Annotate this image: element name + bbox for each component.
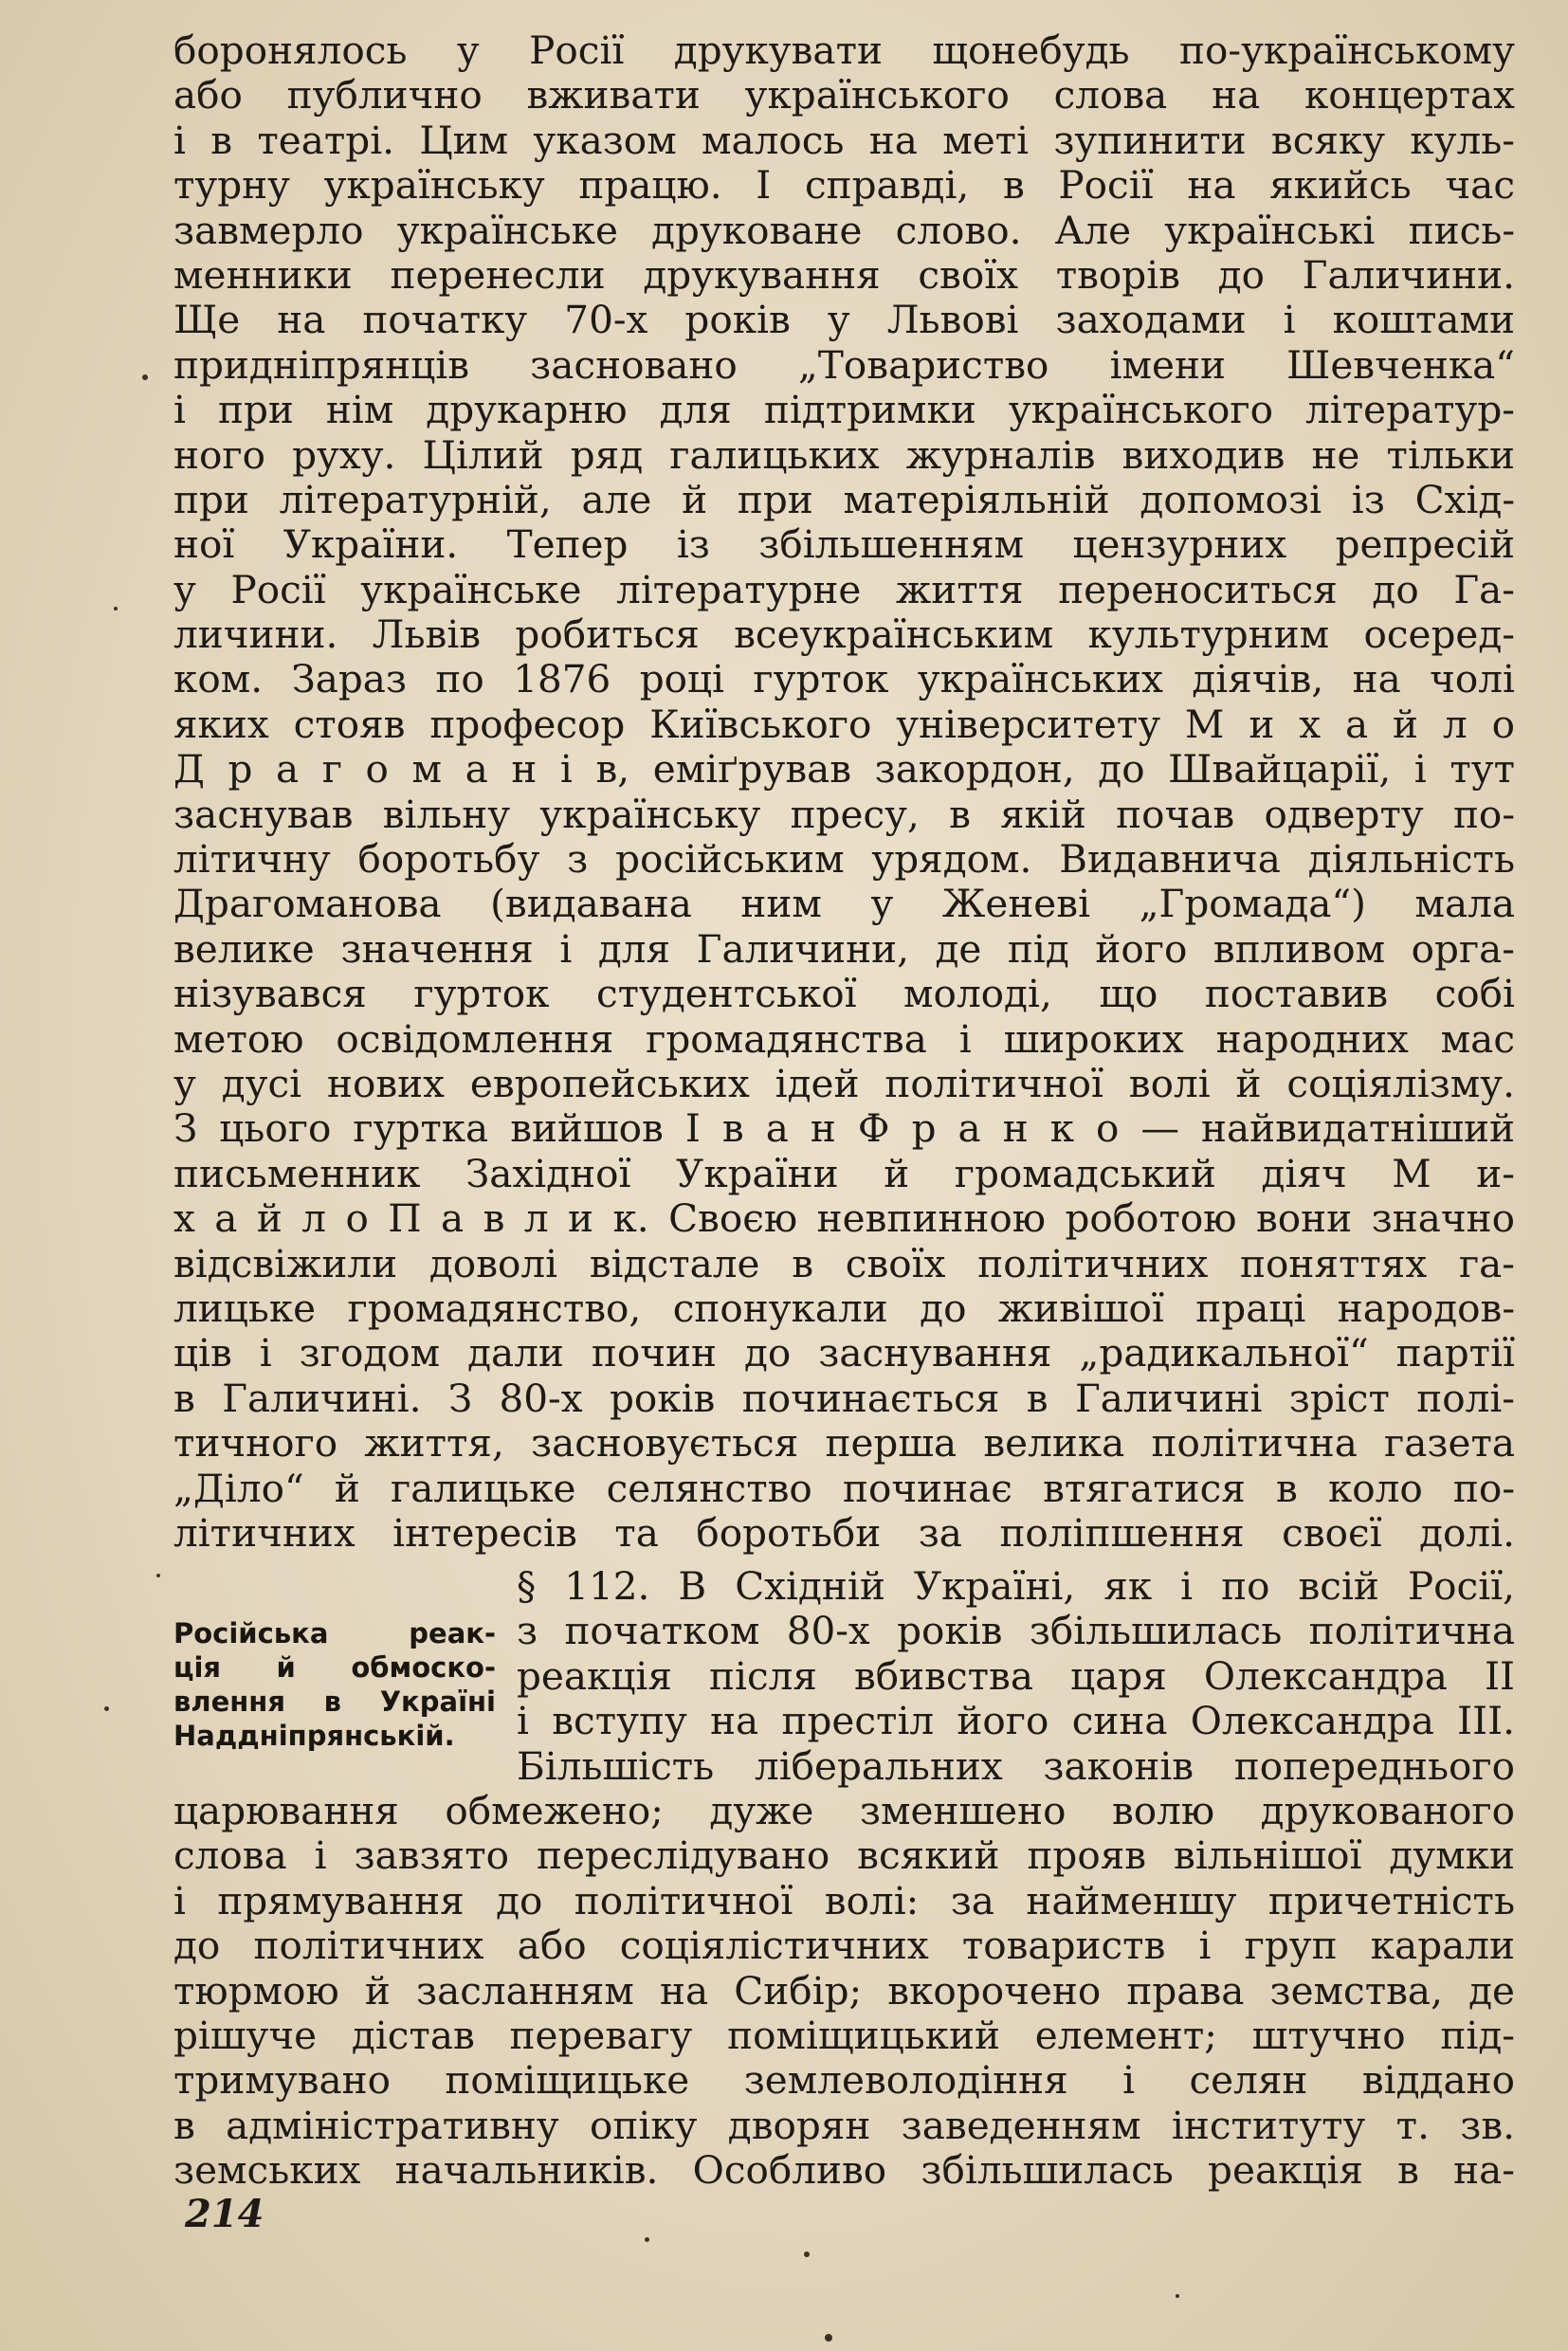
- text-line: х а й л о П а в л и к. Своєю невпинною роботою вони значно: [173, 1196, 1515, 1242]
- side-heading-line: Російська реак-: [173, 1617, 496, 1649]
- text-line: з початком 80-х років збільшилась політична: [517, 1609, 1515, 1654]
- text-line: і вступу на престіл його сина Олександра III.: [517, 1699, 1515, 1744]
- text-line: турну українську працю. І справді, в Росії на якийсь час: [173, 163, 1515, 209]
- text-line: тюрмою й засланням на Сибір; вкорочено права земства, де: [173, 1968, 1515, 2014]
- text-line: ців і згодом дали почин до заснування „радикальної“ партії: [173, 1331, 1515, 1376]
- paper-speck: [104, 1706, 109, 1711]
- main-text-block: [173, 28, 1515, 1556]
- paper-speck: [1176, 2294, 1179, 2298]
- text-line: ної України. Тепер із збільшенням цензурних репресій: [173, 522, 1515, 568]
- text-line: тримувано поміщицьке землеволодіння і селян віддано: [173, 2058, 1515, 2104]
- text-line: і прямування до політичної волі: за найменшу причетність: [173, 1878, 1515, 1923]
- text-line: Драгоманова (видавана ним у Женеві „Громада“) мала: [173, 882, 1515, 927]
- text-line: тичного життя, засновується перша велика політична газета: [173, 1421, 1515, 1467]
- paper-speck: [804, 2251, 810, 2257]
- text-line: рішуче дістав перевагу поміщицький елемент; штучно під-: [173, 2013, 1515, 2058]
- text-line: або публично вживати українського слова на концертах: [173, 73, 1515, 118]
- text-line: в Галичині. З 80-х років починається в Галичині зріст полі-: [173, 1376, 1515, 1421]
- text-line: ного руху. Цілий ряд галицьких журналів виходив не тільки: [173, 432, 1515, 478]
- text-line: менники перенесли друкування своїх творів до Галичини.: [173, 252, 1515, 298]
- text-line: „Діло“ й галицьке селянство починає втягатися в коло по-: [173, 1466, 1515, 1511]
- text-line: Д р а г о м а н і в, еміґрував закордон, до Швайцарії, і тут: [173, 747, 1515, 793]
- text-line: метою освідомлення громадянства і широких народних мас: [173, 1016, 1515, 1062]
- text-line: З цього гуртка вийшов І в а н Ф р а н к о — найвидатніший: [173, 1106, 1515, 1152]
- paper-speck: [142, 374, 148, 380]
- text-line: до політичних або соціялістичних товариств і груп карали: [173, 1923, 1515, 1969]
- text-line: письменник Західної України й громадський діяч М и-: [173, 1151, 1515, 1196]
- section-side-heading: [173, 1616, 496, 1753]
- text-line: завмерло українське друковане слово. Але українські пись-: [173, 208, 1515, 253]
- section-right-column: [517, 1564, 1515, 1789]
- text-line: літичних інтересів та боротьби за поліпшення своєї долі.: [173, 1510, 1515, 1556]
- text-line: боронялось у Росії друкувати щонебудь по-українському: [173, 28, 1515, 73]
- text-line: заснував вільну українську пресу, в якій почав одверту по-: [173, 792, 1515, 837]
- text-line: нізувався гурток студентської молоді, що поставив собі: [173, 972, 1515, 1017]
- text-line: Ще на початку 70-х років у Львові заходами і коштами: [173, 298, 1515, 343]
- text-line: в адміністративну опіку дворян заведенням інституту т. зв.: [173, 2103, 1515, 2148]
- text-line: літичну боротьбу з російським урядом. Видавнича діяльність: [173, 837, 1515, 883]
- text-line: лицьке громадянство, спонукали до живішої праці народов-: [173, 1285, 1515, 1331]
- text-line: при літературній, але й при матеріяльній допомозі із Схід-: [173, 477, 1515, 522]
- text-line: личини. Львів робиться всеукраїнським культурним осеред-: [173, 612, 1515, 658]
- paper-speck: [156, 1574, 160, 1577]
- text-line: велике значення і для Галичини, де під його впливом орга-: [173, 926, 1515, 972]
- page-number: 214: [185, 2192, 264, 2236]
- text-line: придніпрянців засновано „Товариство імени Шевченка“: [173, 342, 1515, 388]
- text-line: відсвіжили доволі відстале в своїх політичних поняттях га-: [173, 1241, 1515, 1286]
- text-line: царювання обмежено; дуже зменшено волю друкованого: [173, 1789, 1515, 1833]
- text-line: у Росії українське літературне життя переноситься до Га-: [173, 567, 1515, 612]
- text-line: реакція після вбивства царя Олександра II: [517, 1653, 1515, 1699]
- text-line: слова і завзято переслідувано всякий прояв вільнішої думки: [173, 1833, 1515, 1879]
- text-line: яких стояв професор Київського університету М и х а й л о: [173, 702, 1515, 747]
- paper-speck: [114, 607, 118, 611]
- text-line: і при нім друкарню для підтримки українського літератур-: [173, 388, 1515, 433]
- text-line: земських начальників. Особливо збільшилась реакція в на-: [173, 2148, 1515, 2194]
- side-heading-line: влення в Україні: [173, 1686, 496, 1718]
- section-first-line: § 112. В Східній Україні, як і по всій Росії,: [517, 1564, 1515, 1609]
- side-heading-line: Наддніпрянській.: [173, 1720, 455, 1752]
- text-line: у дусі нових европейських ідей політичної волі й соціялізму.: [173, 1061, 1515, 1106]
- text-line: і в театрі. Цим указом малось на меті зупинити всяку куль-: [173, 118, 1515, 163]
- paper-speck: [825, 2334, 832, 2342]
- side-heading-line: ція й обмоско-: [173, 1651, 496, 1684]
- text-line: ком. Зараз по 1876 році гурток українських діячів, на чолі: [173, 657, 1515, 702]
- section-body-text: [173, 1789, 1515, 2194]
- text-line: Більшість ліберальних законів попереднього: [517, 1743, 1515, 1789]
- paper-speck: [645, 2237, 649, 2242]
